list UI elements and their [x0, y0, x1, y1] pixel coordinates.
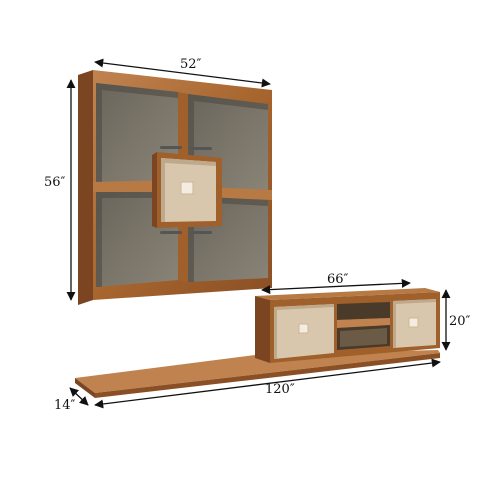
tv-console-open-shelf-upper	[337, 302, 390, 320]
center-cabinet-side	[152, 152, 157, 228]
wall-unit-side-panel	[78, 70, 93, 305]
label-wall-height: 56″	[44, 175, 66, 190]
handle-icon	[160, 231, 182, 234]
label-console-height: 20″	[449, 314, 471, 329]
label-wall-width: 52″	[180, 57, 202, 72]
label-console-width: 66″	[327, 272, 349, 287]
center-cabinet	[152, 152, 222, 228]
handle-icon	[190, 231, 212, 234]
left-door-knob	[299, 324, 308, 333]
label-base-depth: 14″	[54, 398, 76, 413]
tv-console-side	[255, 296, 270, 363]
center-cabinet-knob	[181, 182, 193, 194]
handle-icon	[160, 146, 182, 149]
label-base-length: 120″	[265, 382, 295, 397]
wall-unit	[78, 70, 272, 305]
right-door-knob	[409, 318, 418, 327]
handle-icon	[190, 147, 212, 150]
